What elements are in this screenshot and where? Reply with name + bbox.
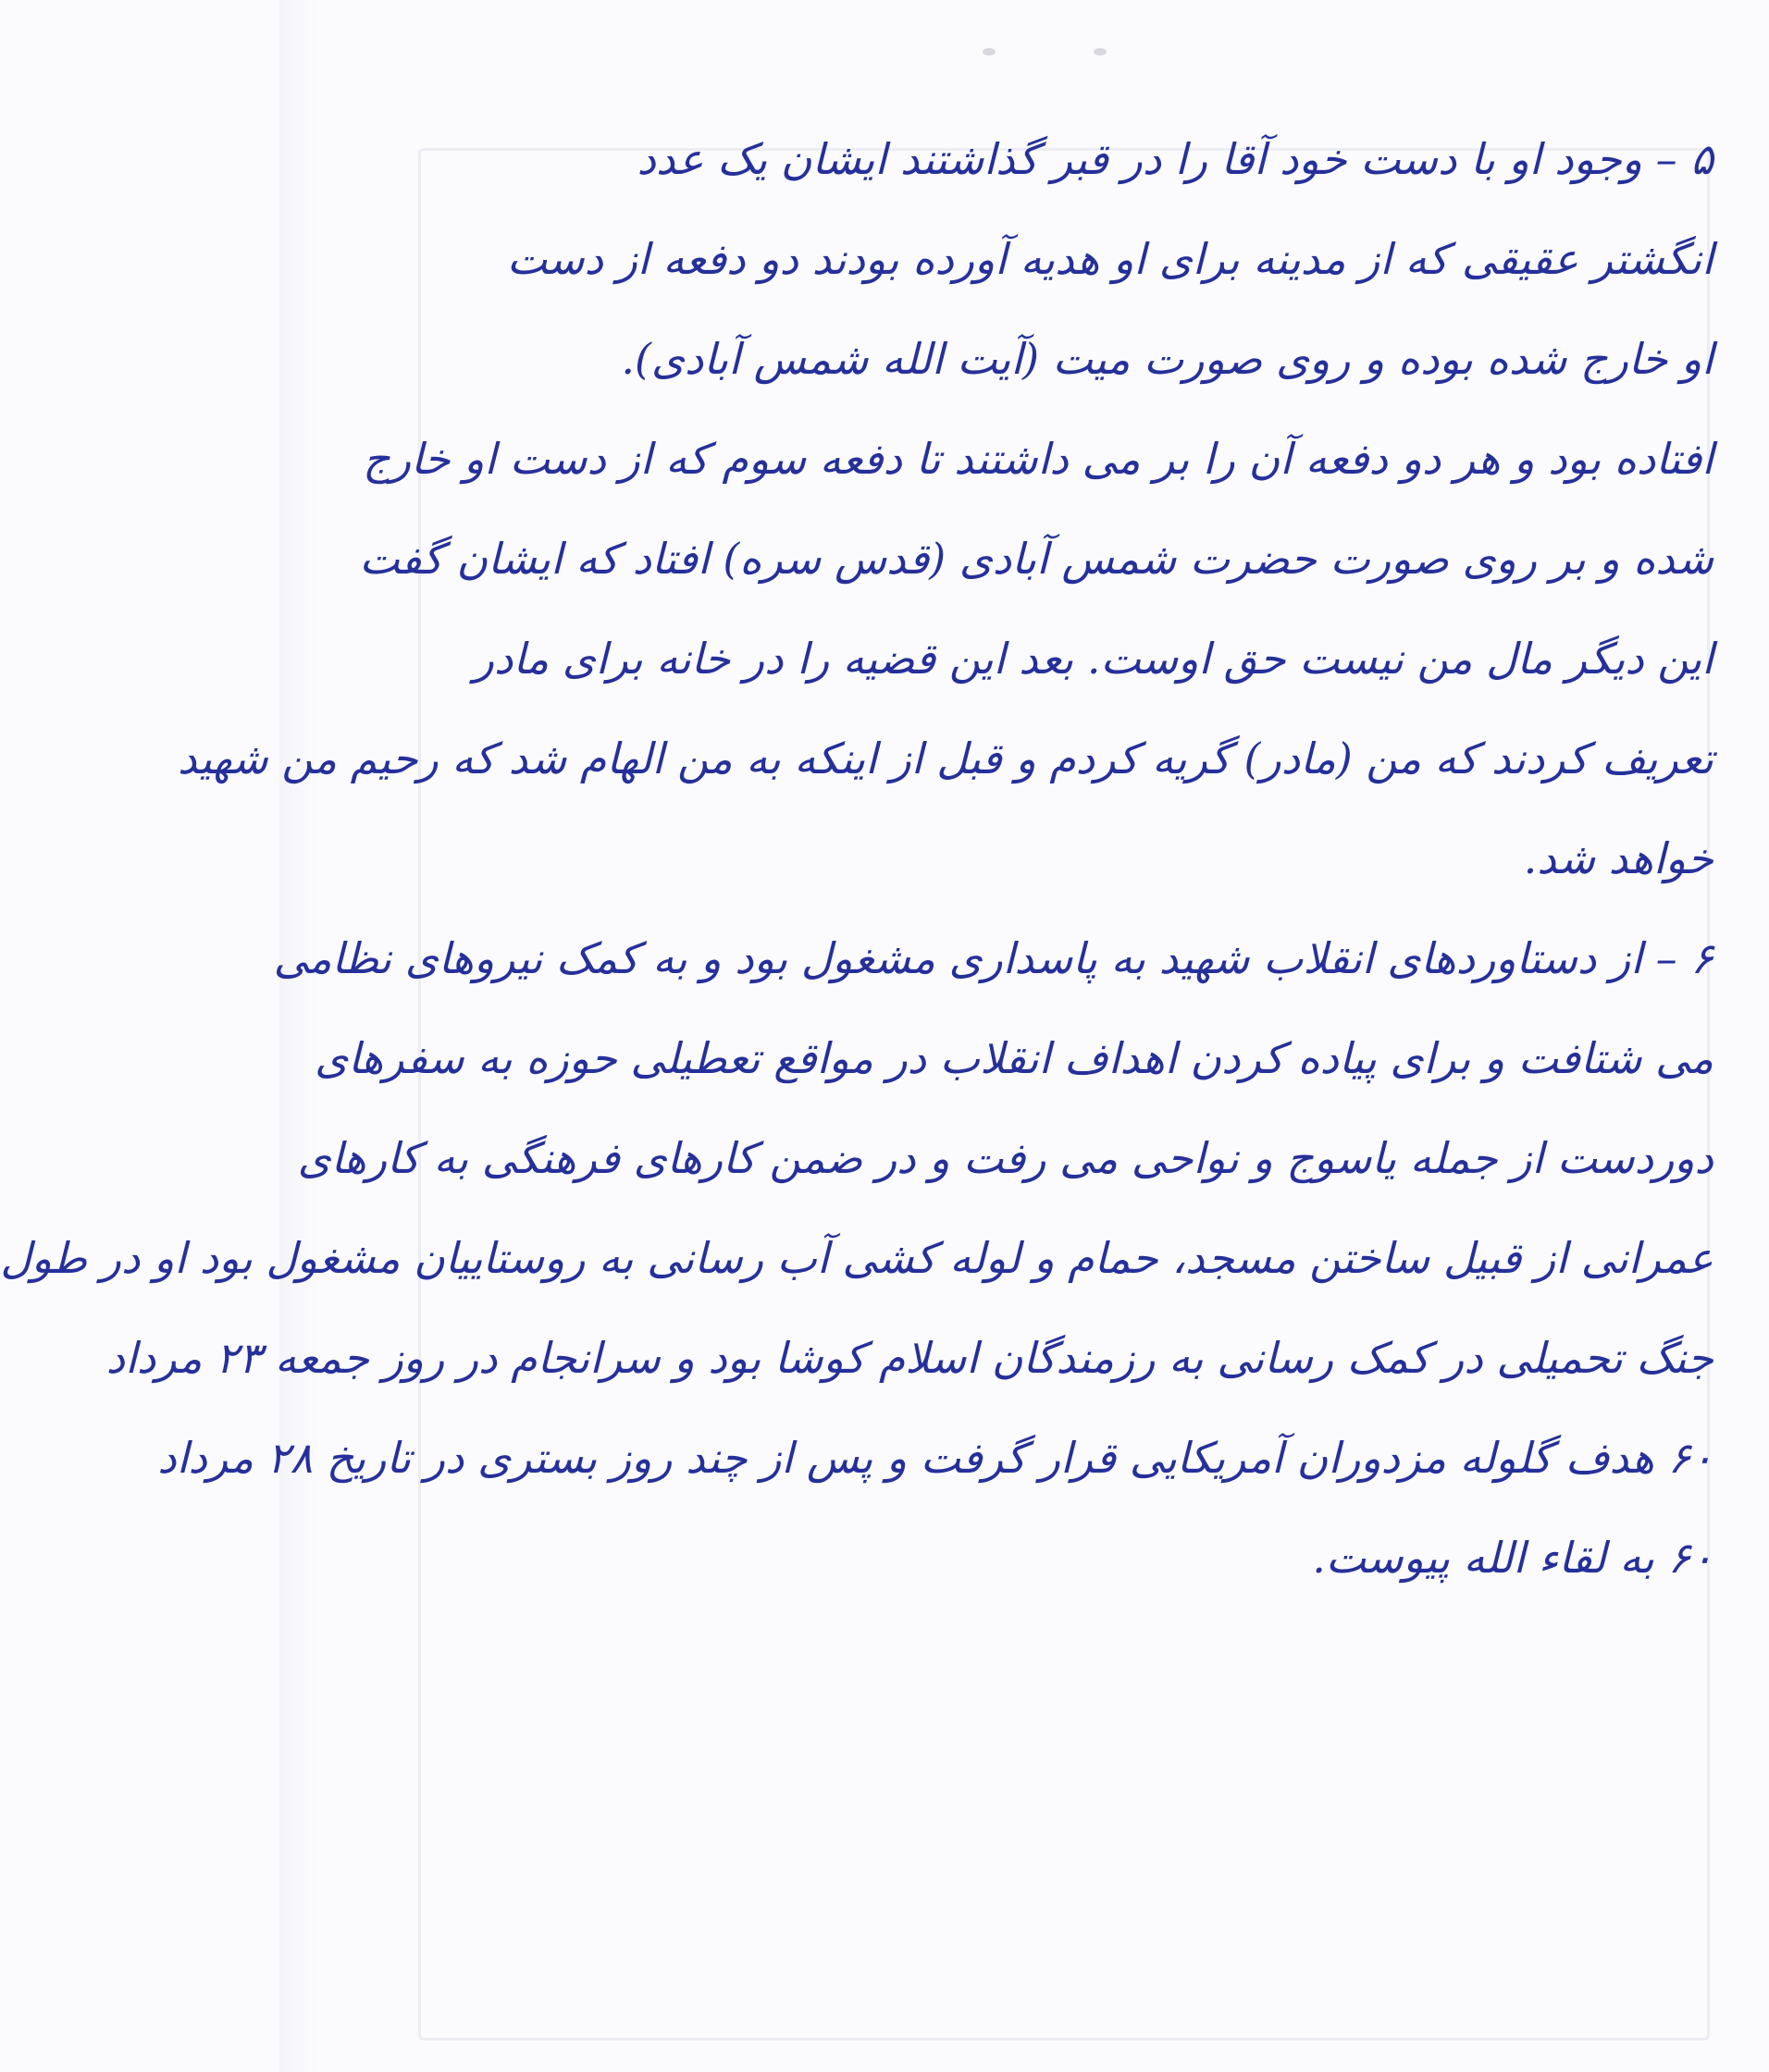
punch-hole <box>1094 48 1107 56</box>
text-line: عمرانی از قبیل ساختن مسجد، حمام و لوله کشی آب رسانی به روستاییان مشغول بود او در طول <box>0 1233 1713 1283</box>
text-line: جنگ تحمیلی در کمک رسانی به رزمندگان اسلام کوشا بود و سرانجام در روز جمعه ۲۳ مرداد <box>105 1333 1713 1383</box>
text-line: او خارج شده بوده و روی صورت میت (آیت الله شمس آبادی). <box>621 334 1713 384</box>
text-line: خواهد شد. <box>1523 833 1713 883</box>
text-line: ۵ – وجود او با دست خود آقا را در قبر گذاشتند ایشان یک عدد <box>637 134 1713 184</box>
text-line: انگشتر عقیقی که از مدینه برای او هدیه آورده بودند دو دفعه از دست <box>506 234 1713 284</box>
punch-holes <box>983 44 1131 63</box>
text-line: ۶ – از دستاوردهای انقلاب شهید به پاسداری مشغول بود و به کمک نیروهای نظامی <box>273 933 1713 983</box>
text-line: ۶۰ هدف گلوله مزدوران آمریکایی قرار گرفت و پس از چند روز بستری در تاریخ ۲۸ مرداد <box>157 1433 1713 1483</box>
text-line: این دیگر مال من نیست حق اوست. بعد این قضیه را در خانه برای مادر <box>473 634 1713 684</box>
text-line: تعریف کردند که من (مادر) گریه کردم و قبل از اینکه به من الهام شد که رحیم من شهید <box>177 734 1713 783</box>
text-line: ۶۰ به لقاء الله پیوست. <box>1312 1533 1713 1583</box>
handwritten-text-block <box>0 109 1713 1608</box>
punch-hole <box>983 48 996 56</box>
text-line: شده و بر روی صورت حضرت شمس آبادی (قدس سره) افتاد که ایشان گفت <box>359 534 1713 584</box>
text-line: دوردست از جمله یاسوج و نواحی می رفت و در ضمن کارهای فرهنگی به کارهای <box>297 1133 1713 1183</box>
text-line: افتاده بود و هر دو دفعه آن را بر می داشتند تا دفعه سوم که از دست او خارج <box>363 434 1713 484</box>
text-line: می شتافت و برای پیاده کردن اهداف انقلاب در مواقع تعطیلی حوزه به سفرهای <box>315 1033 1713 1083</box>
